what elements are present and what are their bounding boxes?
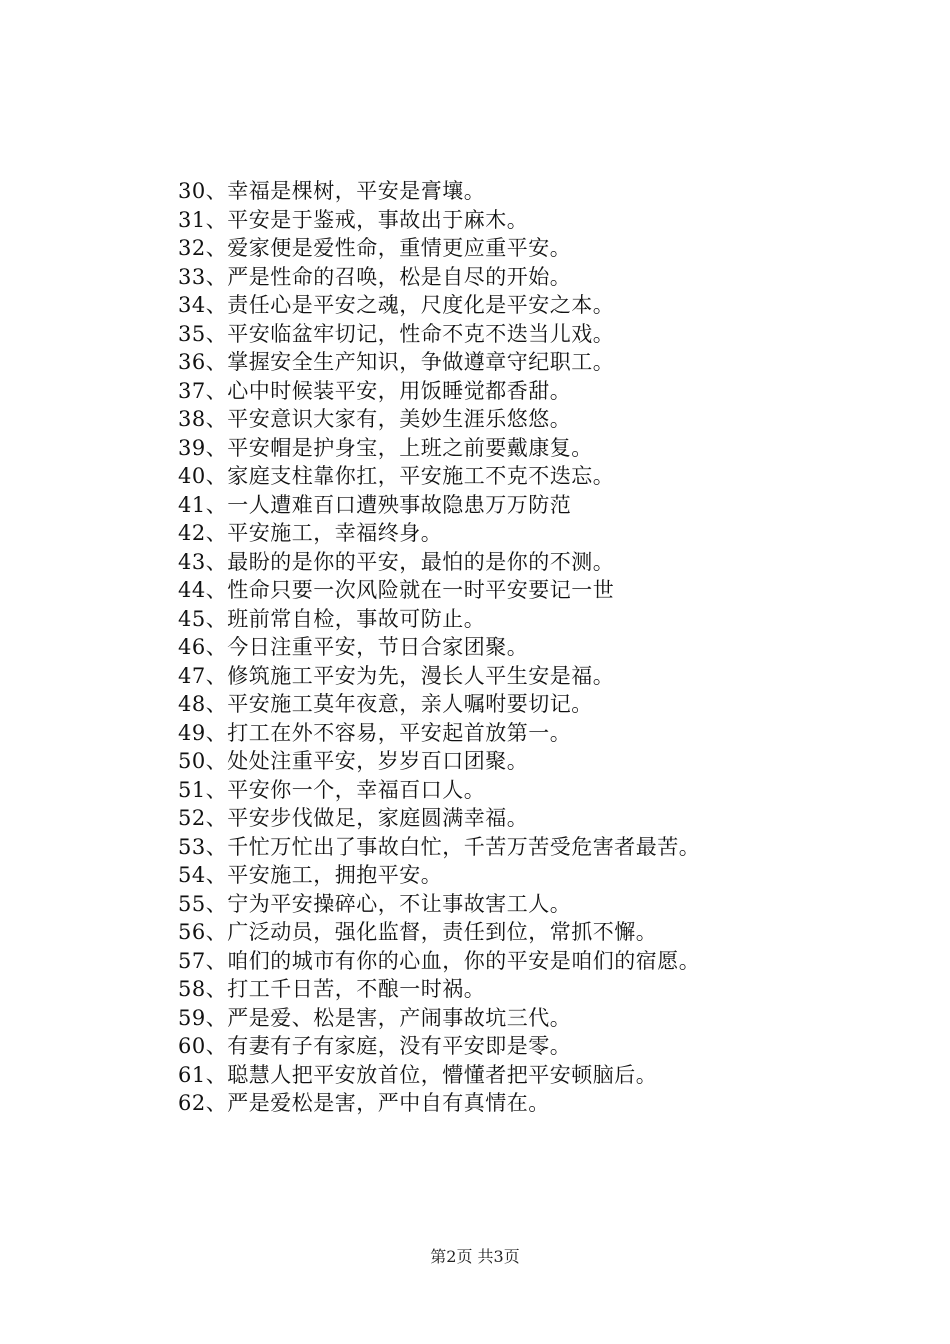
- slogan-line: 49、打工在外不容易，平安起首放第一。: [178, 720, 572, 745]
- slogan-line: 41、一人遭难百口遭殃事故隐患万万防范: [178, 492, 572, 517]
- slogan-line: 54、平安施工，拥抱平安。: [178, 863, 443, 887]
- slogan-line: 40、家庭支柱靠你扛，平安施工不克不迭忘。: [178, 464, 615, 488]
- slogan-line: 44、性命只要一次风险就在一时平安要记一世: [178, 578, 615, 602]
- slogan-line: 56、广泛动员，强化监督，责任到位，常抓不懈。: [178, 920, 658, 944]
- slogan-line: 34、责任心是平安之魂，尺度化是平安之本。: [178, 293, 615, 317]
- slogan-line: 52、平安步伐做足，家庭圆满幸福。: [178, 806, 529, 830]
- slogan-line: 55、宁为平安操碎心，不让事故害工人。: [178, 891, 572, 916]
- page-footer: 第2页 共3页: [430, 1247, 520, 1266]
- slogan-line: 33、严是性命的召唤，松是自尽的开始。: [178, 264, 572, 289]
- slogan-line: 38、平安意识大家有，美妙生涯乐悠悠。: [178, 407, 572, 431]
- slogan-line: 53、千忙万忙出了事故白忙，千苦万苦受危害者最苦。: [178, 834, 701, 859]
- slogan-line: 31、平安是于鉴戒，事故出于麻木。: [178, 207, 529, 232]
- slogan-line: 57、咱们的城市有你的心血，你的平安是咱们的宿愿。: [178, 948, 701, 973]
- slogan-line: 35、平安临盆牢切记，性命不克不迭当儿戏。: [178, 321, 615, 346]
- slogan-line: 62、严是爱松是害，严中自有真情在。: [178, 1091, 550, 1115]
- slogan-line: 58、打工千日苦，不酿一时祸。: [178, 977, 486, 1001]
- slogan-line: 43、最盼的是你的平安，最怕的是你的不测。: [178, 549, 615, 574]
- slogan-line: 32、爱家便是爱性命，重情更应重平安。: [178, 236, 572, 260]
- slogan-line: 47、修筑施工平安为先，漫长人平生安是福。: [178, 663, 615, 688]
- slogan-line: 36、掌握安全生产知识，争做遵章守纪职工。: [178, 350, 615, 374]
- slogan-line: 45、班前常自检，事故可防止。: [178, 606, 486, 631]
- slogan-line: 42、平安施工，幸福终身。: [178, 521, 443, 545]
- slogan-line: 61、聪慧人把平安放首位，懵懂者把平安顿脑后。: [178, 1062, 658, 1087]
- slogan-line: 50、处处注重平安，岁岁百口团聚。: [178, 749, 529, 773]
- slogan-list: [178, 177, 878, 1118]
- slogan-line: 51、平安你一个，幸福百口人。: [178, 777, 486, 802]
- slogan-line: 59、严是爱、松是害，产闹事故坑三代。: [178, 1005, 572, 1030]
- slogan-line: 48、平安施工莫年夜意，亲人嘱咐要切记。: [178, 692, 593, 716]
- slogan-line: 60、有妻有子有家庭，没有平安即是零。: [178, 1034, 572, 1058]
- slogan-line: 30、幸福是棵树，平安是膏壤。: [178, 179, 486, 203]
- slogan-line: 46、今日注重平安，节日合家团聚。: [178, 635, 529, 659]
- slogan-line: 37、心中时候装平安，用饭睡觉都香甜。: [178, 378, 572, 403]
- slogan-line: 39、平安帽是护身宝，上班之前要戴康复。: [178, 435, 593, 460]
